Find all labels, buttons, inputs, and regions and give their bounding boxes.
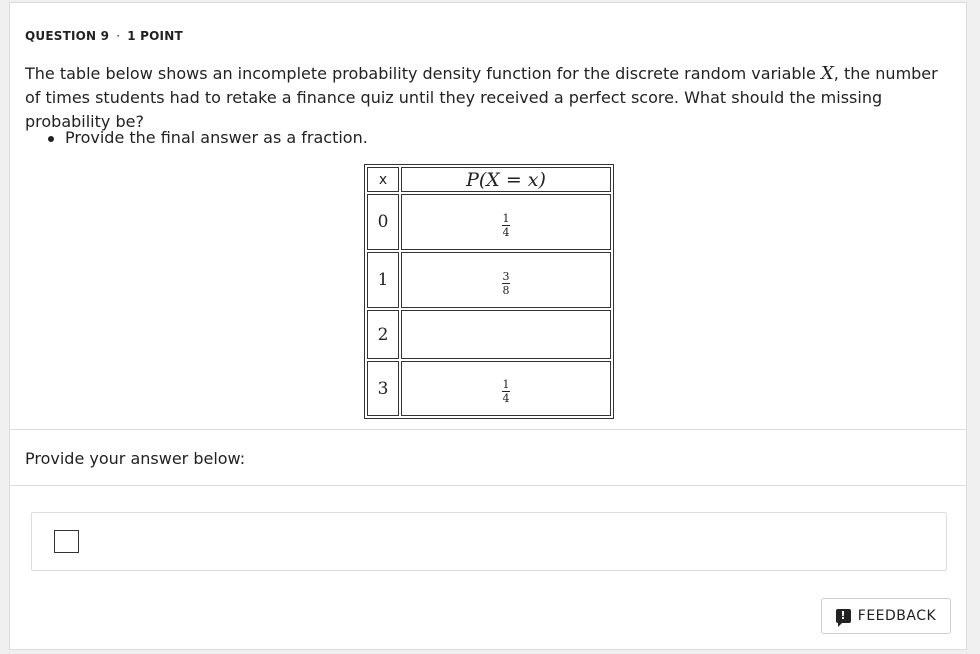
denominator: 4	[502, 225, 510, 239]
answer-area	[31, 512, 947, 571]
table-row	[367, 310, 611, 359]
feedback-button[interactable]	[821, 598, 951, 634]
numerator: 1	[502, 211, 510, 225]
random-variable: X	[820, 63, 834, 84]
question-text-before: The table below shows an incomplete probability density function for the discrete random variable	[25, 64, 821, 83]
denominator: 4	[502, 392, 510, 405]
question-text	[25, 62, 955, 134]
numerator: 1	[502, 378, 510, 391]
question-number: QUESTION 9	[25, 29, 110, 43]
table-row	[367, 194, 611, 250]
instruction-list	[25, 126, 368, 150]
question-header	[25, 29, 183, 43]
denominator: 8	[502, 283, 510, 297]
section-divider	[10, 485, 966, 486]
question-card	[9, 2, 967, 650]
table-header-row	[367, 167, 611, 192]
header-probability: P(X = x)	[401, 167, 611, 192]
probability-table	[364, 164, 614, 419]
fraction	[502, 271, 510, 296]
cell-x: 1	[367, 252, 399, 308]
cell-probability	[401, 194, 611, 250]
feedback-label: FEEDBACK	[857, 608, 937, 624]
question-text-after: , the number of times students had to retake a finance quiz until they received a perfect score. What should the missing probability be?	[25, 64, 938, 131]
cell-x: 3	[367, 361, 399, 416]
fraction	[502, 213, 510, 238]
header-x: x	[367, 167, 399, 192]
cell-x: 2	[367, 310, 399, 359]
answer-input[interactable]	[54, 530, 79, 553]
cell-probability	[401, 361, 611, 416]
instruction-item: Provide the final answer as a fraction.	[25, 126, 368, 150]
table-row	[367, 252, 611, 308]
cell-probability	[401, 252, 611, 308]
numerator: 3	[502, 269, 510, 283]
table-row	[367, 361, 611, 416]
section-divider	[10, 429, 966, 430]
question-points: 1 POINT	[127, 29, 183, 43]
fraction	[502, 379, 510, 404]
answer-prompt: Provide your answer below:	[25, 449, 246, 468]
feedback-icon: !	[836, 609, 851, 623]
cell-probability-missing	[401, 310, 611, 359]
cell-x: 0	[367, 194, 399, 250]
header-separator: ·	[116, 29, 121, 43]
